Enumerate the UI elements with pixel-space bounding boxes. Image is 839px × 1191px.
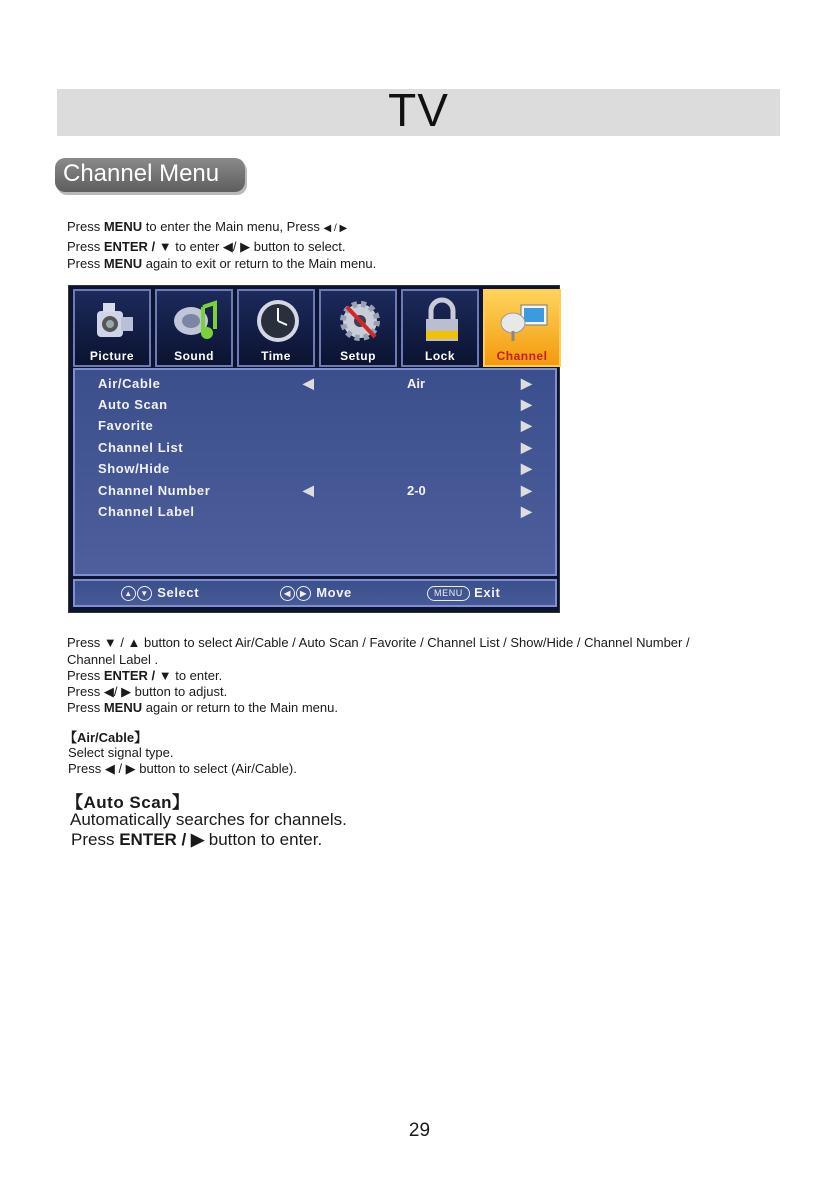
time-menu-tile[interactable]: [237, 289, 315, 367]
menu-row-show-hide[interactable]: Show/Hide ▶: [98, 460, 532, 476]
right-arrow-icon[interactable]: ▶: [521, 417, 532, 433]
menu-row-air-cable[interactable]: Air/Cable ◀ Air ▶: [98, 375, 532, 391]
page-number: 29: [408, 1120, 431, 1141]
auto-scan-instruction: Press ENTER / ▶ button to enter.: [71, 830, 323, 849]
instruction-line-4: Press ◀/ ▶ button to adjust.: [67, 684, 228, 699]
instruction-line-1: Press ▼ / ▲ button to select Air/Cable / Auto Scan / Favorite / Channel List / Show/Hide / Channel Number /: [67, 635, 690, 650]
air-cable-desc: Select signal type.: [68, 745, 174, 760]
air-cable-heading: 【Air/Cable】: [64, 730, 148, 745]
footer-move-hint: ◀ ▶ Move: [280, 585, 352, 601]
lock-icon: [417, 297, 467, 347]
intro-line-3: Press MENU again to exit or return to the Main menu.: [67, 256, 377, 271]
up-button-icon: ▲: [121, 586, 136, 601]
down-button-icon: ▼: [137, 586, 152, 601]
satellite-dish-icon: [499, 297, 549, 347]
right-button-icon: ▶: [296, 586, 311, 601]
time-label: Time: [261, 349, 291, 363]
instruction-line-2: Channel Label .: [67, 652, 159, 667]
auto-scan-desc: Automatically searches for channels.: [70, 810, 347, 829]
menu-footer-bar: [73, 579, 557, 607]
sound-menu-tile[interactable]: [155, 289, 233, 367]
speaker-music-icon: [171, 297, 221, 347]
left-arrow-icon[interactable]: ◀: [303, 482, 314, 498]
menu-row-channel-label[interactable]: Channel Label ▶: [98, 503, 532, 519]
footer-exit-hint: MENU Exit: [427, 585, 500, 601]
menu-row-favorite[interactable]: Favorite ▶: [98, 417, 532, 433]
page-title: TV: [388, 84, 449, 136]
menu-key-icon: MENU: [427, 586, 470, 601]
camera-icon: [89, 297, 139, 347]
setup-menu-tile[interactable]: [319, 289, 397, 367]
lock-label: Lock: [424, 349, 455, 363]
intro-line-2: Press ENTER / ▼ to enter ◀/ ▶ button to select.: [67, 239, 346, 254]
right-arrow-icon[interactable]: ▶: [521, 460, 532, 476]
picture-label: Picture: [89, 349, 135, 363]
channel-label: Channel: [496, 349, 548, 363]
lock-menu-tile[interactable]: [401, 289, 479, 367]
channel-menu-panel: [73, 368, 557, 576]
right-arrow-icon[interactable]: ▶: [521, 439, 532, 455]
gear-tools-icon: [335, 297, 385, 347]
footer-select-hint: ▲ ▼ Select: [121, 585, 199, 601]
right-arrow-icon[interactable]: ▶: [521, 503, 532, 519]
menu-row-channel-list[interactable]: Channel List ▶: [98, 439, 532, 455]
right-arrow-icon[interactable]: ▶: [521, 482, 532, 498]
clock-icon: [253, 297, 303, 347]
setup-label: Setup: [340, 349, 376, 363]
left-arrow-icon[interactable]: ◀: [303, 375, 314, 391]
channel-menu-tile[interactable]: [483, 289, 561, 367]
picture-menu-tile[interactable]: [73, 289, 151, 367]
section-title: Channel Menu: [63, 160, 220, 187]
air-cable-instruction: Press ◀ / ▶ button to select (Air/Cable).: [68, 761, 297, 776]
main-menu-icons: [73, 289, 557, 369]
intro-line-1: Press MENU to enter the Main menu, Press ◀ / ▶: [67, 219, 348, 234]
menu-row-auto-scan[interactable]: Auto Scan ▶: [98, 396, 532, 412]
left-button-icon: ◀: [280, 586, 295, 601]
instruction-line-3: Press ENTER / ▼ to enter.: [67, 668, 223, 683]
menu-row-channel-number[interactable]: Channel Number ◀ 2-0 ▶: [98, 482, 532, 498]
header-bar: [57, 84, 780, 136]
right-arrow-icon[interactable]: ▶: [521, 375, 532, 391]
tv-menu-screenshot: [68, 285, 560, 613]
sound-label: Sound: [174, 349, 214, 363]
instruction-line-5: Press MENU again or return to the Main menu.: [67, 700, 338, 715]
right-arrow-icon[interactable]: ▶: [521, 396, 532, 412]
auto-scan-heading: 【Auto Scan】: [66, 793, 190, 812]
section-title-badge: [55, 158, 245, 192]
